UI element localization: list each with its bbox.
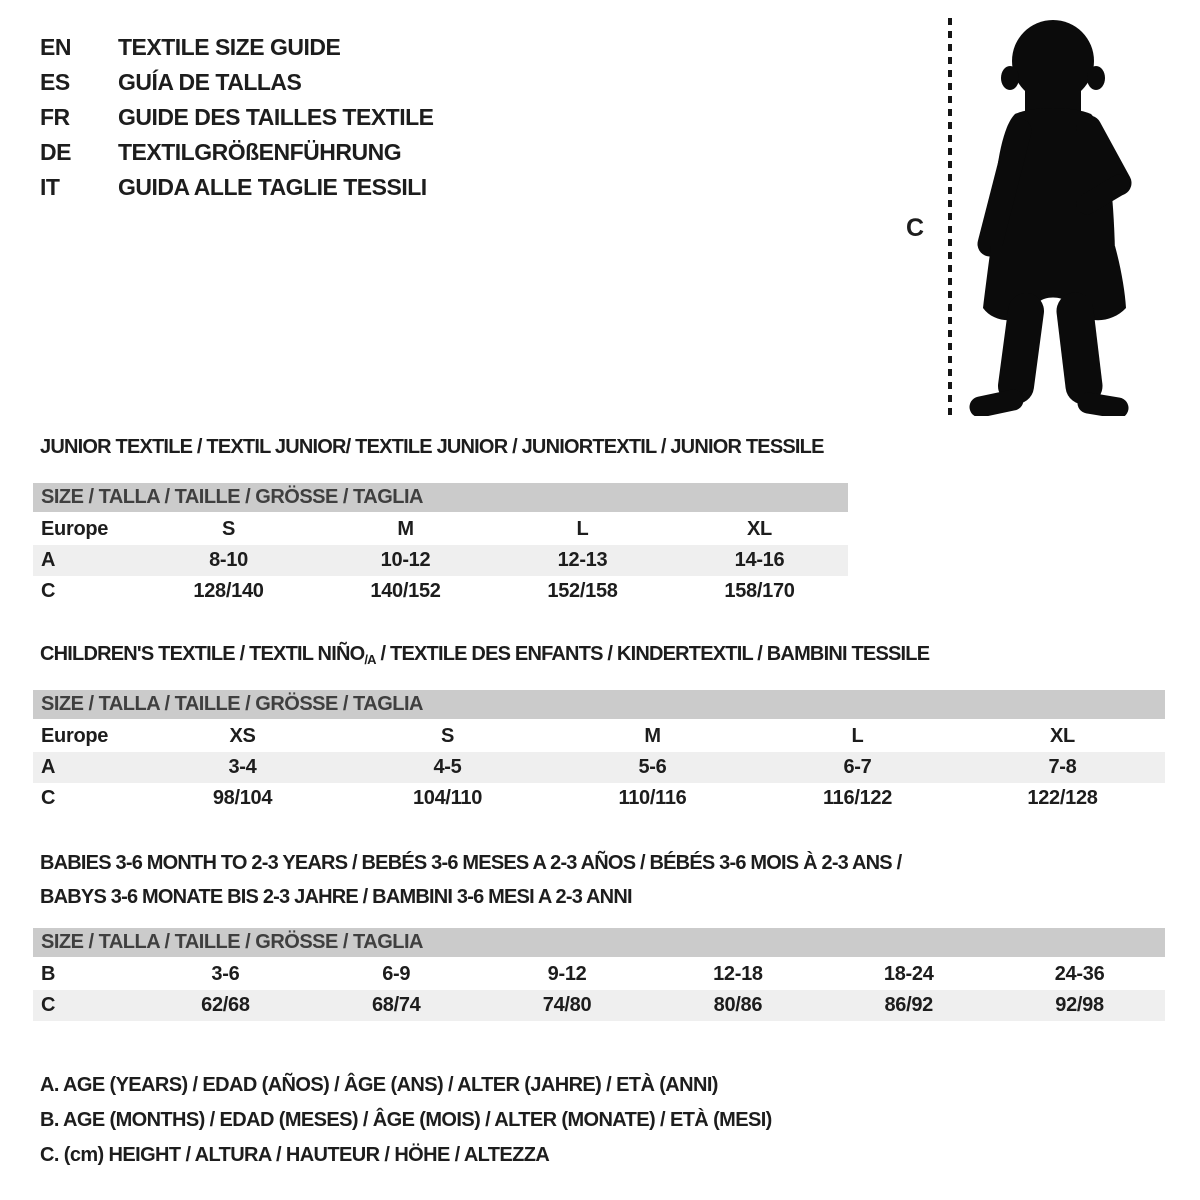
language-code: FR: [40, 104, 70, 130]
size-cell: S: [221, 518, 236, 540]
children-heading-main: CHILDREN'S TEXTILE / TEXTIL NIÑO: [40, 643, 365, 665]
babies-heading-line1: BABIES 3-6 MONTH TO 2-3 YEARS / BEBÉS 3-6 MESES A 2-3 AÑOS / BÉBÉS 3-6 MOIS À 2-3 ANS /: [40, 852, 902, 874]
height-cell: 158/170: [724, 580, 795, 602]
language-title: TEXTILE SIZE GUIDE: [118, 34, 341, 60]
months-cell: 18-24: [883, 963, 934, 985]
row-label: Europe: [41, 725, 109, 747]
babies-size-table: [33, 928, 1165, 1021]
language-row-fr: [40, 100, 434, 135]
row-label: Europe: [41, 518, 109, 540]
language-title-list: [40, 30, 434, 205]
height-cell: 140/152: [370, 580, 441, 602]
language-code: IT: [40, 174, 60, 200]
junior-size-table: [33, 483, 848, 607]
height-cell: 74/80: [542, 994, 592, 1016]
months-cell: 9-12: [547, 963, 587, 985]
baby-silhouette-icon: [963, 16, 1138, 416]
legend-line-c: C. (cm) HEIGHT / ALTURA / HAUTEUR / HÖHE / ALTEZZA: [40, 1144, 550, 1166]
table-row-height: [33, 990, 1165, 1021]
height-cell: 122/128: [1027, 787, 1098, 809]
age-cell: 12-13: [557, 549, 608, 571]
table-row-age: [33, 752, 1165, 783]
language-row-es: [40, 65, 434, 100]
table-row-age: [33, 545, 848, 576]
legend-line-b: B. AGE (MONTHS) / EDAD (MESES) / ÂGE (MOIS) / ALTER (MONATE) / ETÀ (MESI): [40, 1109, 772, 1131]
age-cell: 4-5: [433, 756, 462, 778]
size-cell: M: [644, 725, 661, 747]
size-cell: XL: [1050, 725, 1075, 747]
language-title: GUÍA DE TALLAS: [118, 69, 302, 95]
table-row-height: [33, 576, 848, 607]
size-cell: XS: [229, 725, 256, 747]
language-title: TEXTILGRÖßENFÜHRUNG: [118, 139, 402, 165]
height-cell: 86/92: [884, 994, 934, 1016]
children-size-table: [33, 690, 1165, 814]
row-label: A: [41, 756, 56, 778]
height-cell: 62/68: [201, 994, 250, 1016]
height-cell: 98/104: [212, 787, 273, 809]
babies-heading-line2: BABYS 3-6 MONATE BIS 2-3 JAHRE / BAMBINI 3-6 MESI A 2-3 ANNI: [40, 886, 632, 908]
language-row-de: [40, 135, 434, 170]
row-label: A: [41, 549, 56, 571]
language-row-en: [40, 30, 434, 65]
size-cell: M: [397, 518, 414, 540]
language-code: ES: [40, 69, 70, 95]
months-cell: 12-18: [713, 963, 763, 985]
table-row-height: [33, 783, 1165, 814]
height-cell: 104/110: [412, 787, 483, 809]
months-cell: 6-9: [382, 963, 411, 985]
age-cell: 3-4: [228, 756, 257, 778]
age-cell: 14-16: [734, 549, 785, 571]
height-cell: 116/122: [822, 787, 893, 809]
months-cell: 3-6: [211, 963, 240, 985]
age-cell: 7-8: [1048, 756, 1077, 778]
size-cell: XL: [747, 518, 772, 540]
junior-section-heading: JUNIOR TEXTILE / TEXTIL JUNIOR/ TEXTILE JUNIOR / JUNIORTEXTIL / JUNIOR TESSILE: [40, 436, 824, 458]
months-cell: 24-36: [1054, 963, 1105, 985]
height-measure-dotted-line: [948, 18, 952, 415]
height-cell: 80/86: [713, 994, 763, 1016]
age-cell: 10-12: [380, 549, 431, 571]
age-cell: 6-7: [843, 756, 872, 778]
height-cell: 92/98: [1055, 994, 1104, 1016]
language-code: DE: [40, 139, 71, 165]
language-title: GUIDA ALLE TAGLIE TESSILI: [118, 174, 427, 200]
children-section-heading: [40, 643, 929, 666]
children-size-bar: SIZE / TALLA / TAILLE / GRÖSSE / TAGLIA: [33, 690, 1165, 719]
row-label: C: [41, 994, 56, 1016]
age-cell: 5-6: [638, 756, 667, 778]
age-cell: 8-10: [209, 549, 248, 571]
language-row-it: [40, 170, 434, 205]
size-cell: S: [440, 725, 455, 747]
size-cell: L: [851, 725, 864, 747]
table-row-europe: [33, 721, 1165, 752]
babies-size-bar: SIZE / TALLA / TAILLE / GRÖSSE / TAGLIA: [33, 928, 1165, 957]
height-cell: 110/116: [618, 787, 687, 809]
height-cell: 128/140: [193, 580, 264, 602]
babies-section-heading: [40, 846, 901, 914]
row-label: C: [41, 787, 56, 809]
row-label: B: [41, 963, 56, 985]
language-title: GUIDE DES TAILLES TEXTILE: [118, 104, 434, 130]
table-row-months: [33, 959, 1165, 990]
height-cell: 68/74: [371, 994, 421, 1016]
children-heading-rest: / TEXTILE DES ENFANTS / KINDERTEXTIL / BAMBINI TESSILE: [375, 643, 930, 665]
language-code: EN: [40, 34, 71, 60]
legend-line-a: A. AGE (YEARS) / EDAD (AÑOS) / ÂGE (ANS) / ALTER (JAHRE) / ETÀ (ANNI): [40, 1074, 718, 1096]
size-cell: L: [576, 518, 589, 540]
height-cell: 152/158: [547, 580, 618, 602]
measurement-legend: [40, 1068, 772, 1173]
children-heading-sub: /A: [364, 652, 376, 667]
junior-size-bar: SIZE / TALLA / TAILLE / GRÖSSE / TAGLIA: [33, 483, 848, 512]
height-measure-label: C: [906, 214, 925, 242]
row-label: C: [41, 580, 56, 602]
table-row-europe: [33, 514, 848, 545]
